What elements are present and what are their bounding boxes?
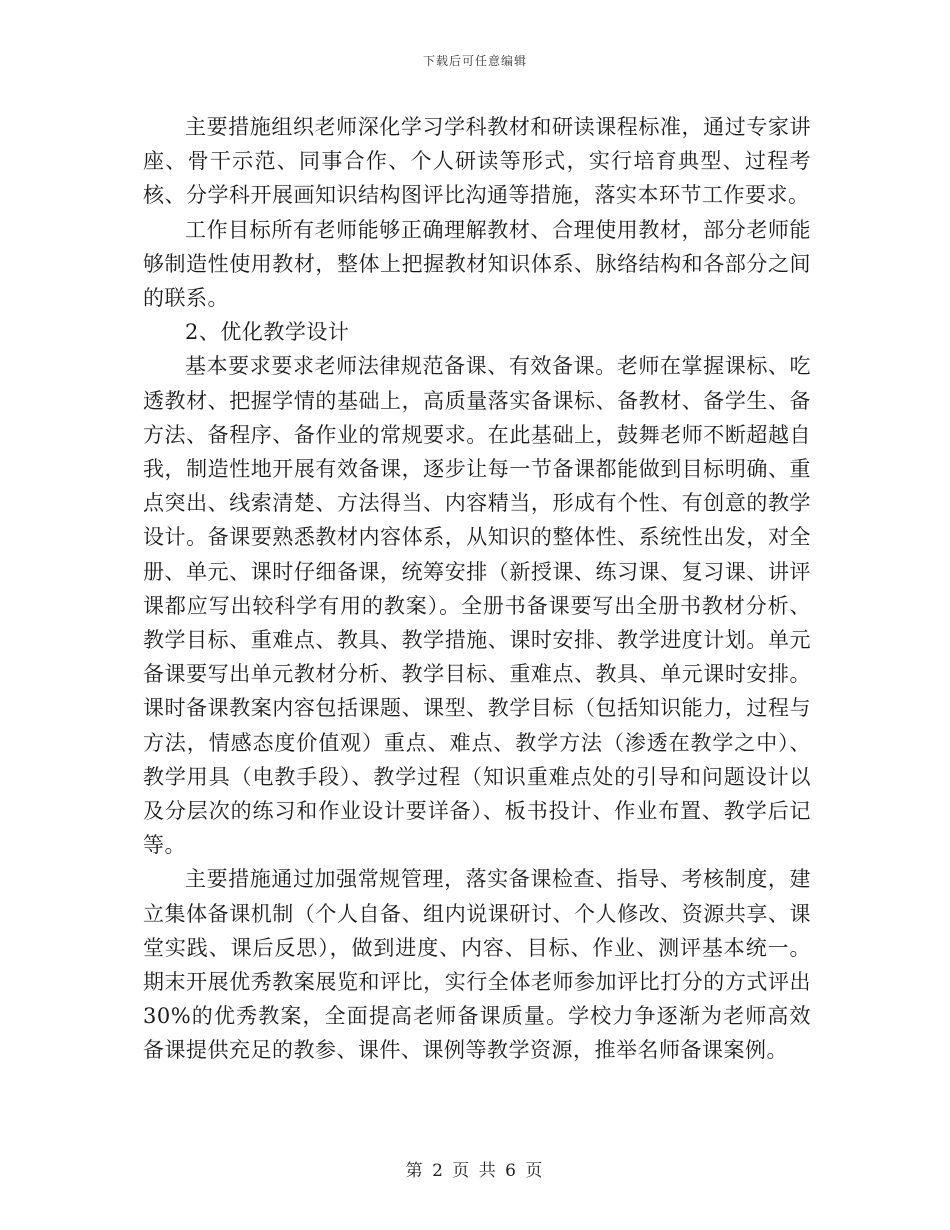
document-body (143, 110, 811, 1068)
paragraph-goals: 工作目标所有老师能够正确理解教材、合理使用教材，部分老师能够制造性使用教材，整体上把握教材知识体系、脉络结构和各部分之间的联系。 (143, 217, 811, 311)
paragraph-basic-requirements: 基本要求要求老师法律规范备课、有效备课。老师在掌握课标、吃透教材、把握学情的基础上，高质量落实备课标、备教材、备学生、备方法、备程序、备作业的常规要求。在此基础上，鼓舞老师不断超越自我，制造性地开展有效备课，逐步让每一节备课都能做到目标明确、重点突出、线索清楚、方法得当、内容精当，形成有个性、有创意的教学设计。备课要熟悉教材内容体系，从知识的整体性、系统性出发，对全册、单元、课时仔细备课，统筹安排（新授课、练习课、复习课、讲评课都应写出较科学有用的教案）。全册书备课要写出全册书教材分析、教学目标、重难点、教具、教学措施、课时安排、教学进度计划。单元备课要写出单元教材分析、教学目标、重难点、教具、单元课时安排。课时备课教案内容包括课题、课型、教学目标（包括知识能力，过程与方法，情感态度价值观）重点、难点、教学方法（渗透在教学之中）、教学用具（电教手段）、教学过程（知识重难点处的引导和问题设计以及分层次的练习和作业设计要详备）、板书投计、作业布置、教学后记等。 (143, 354, 811, 858)
paragraph-measures-1: 主要措施组织老师深化学习学科教材和研读课程标准，通过专家讲座、骨干示范、同事合作、个人研读等形式，实行培育典型、过程考核、分学科开展画知识结构图评比沟通等措施，落实本环节工作要求。 (143, 115, 811, 208)
paragraph-measures-2: 主要措施通过加强常规管理，落实备课检查、指导、考核制度，建立集体备课机制（个人自备、组内说课研讨、个人修改、资源共享、课堂实践、课后反思），做到进度、内容、目标、作业、测评基本统一。期末开展优秀教案展览和评比，实行全体老师参加评比打分的方式评出30%的优秀教案，全面提高老师备课质量。学校力争逐渐为老师高效备课提供充足的教参、课件、课例等教学资源，推举名师备课案例。 (143, 867, 811, 1063)
page-header: 下载后可任意编辑 (422, 54, 527, 68)
page-footer: 第 2 页 共 6 页 (405, 1161, 545, 1181)
section-heading-optimize-design: 2、优化教学设计 (185, 320, 350, 345)
